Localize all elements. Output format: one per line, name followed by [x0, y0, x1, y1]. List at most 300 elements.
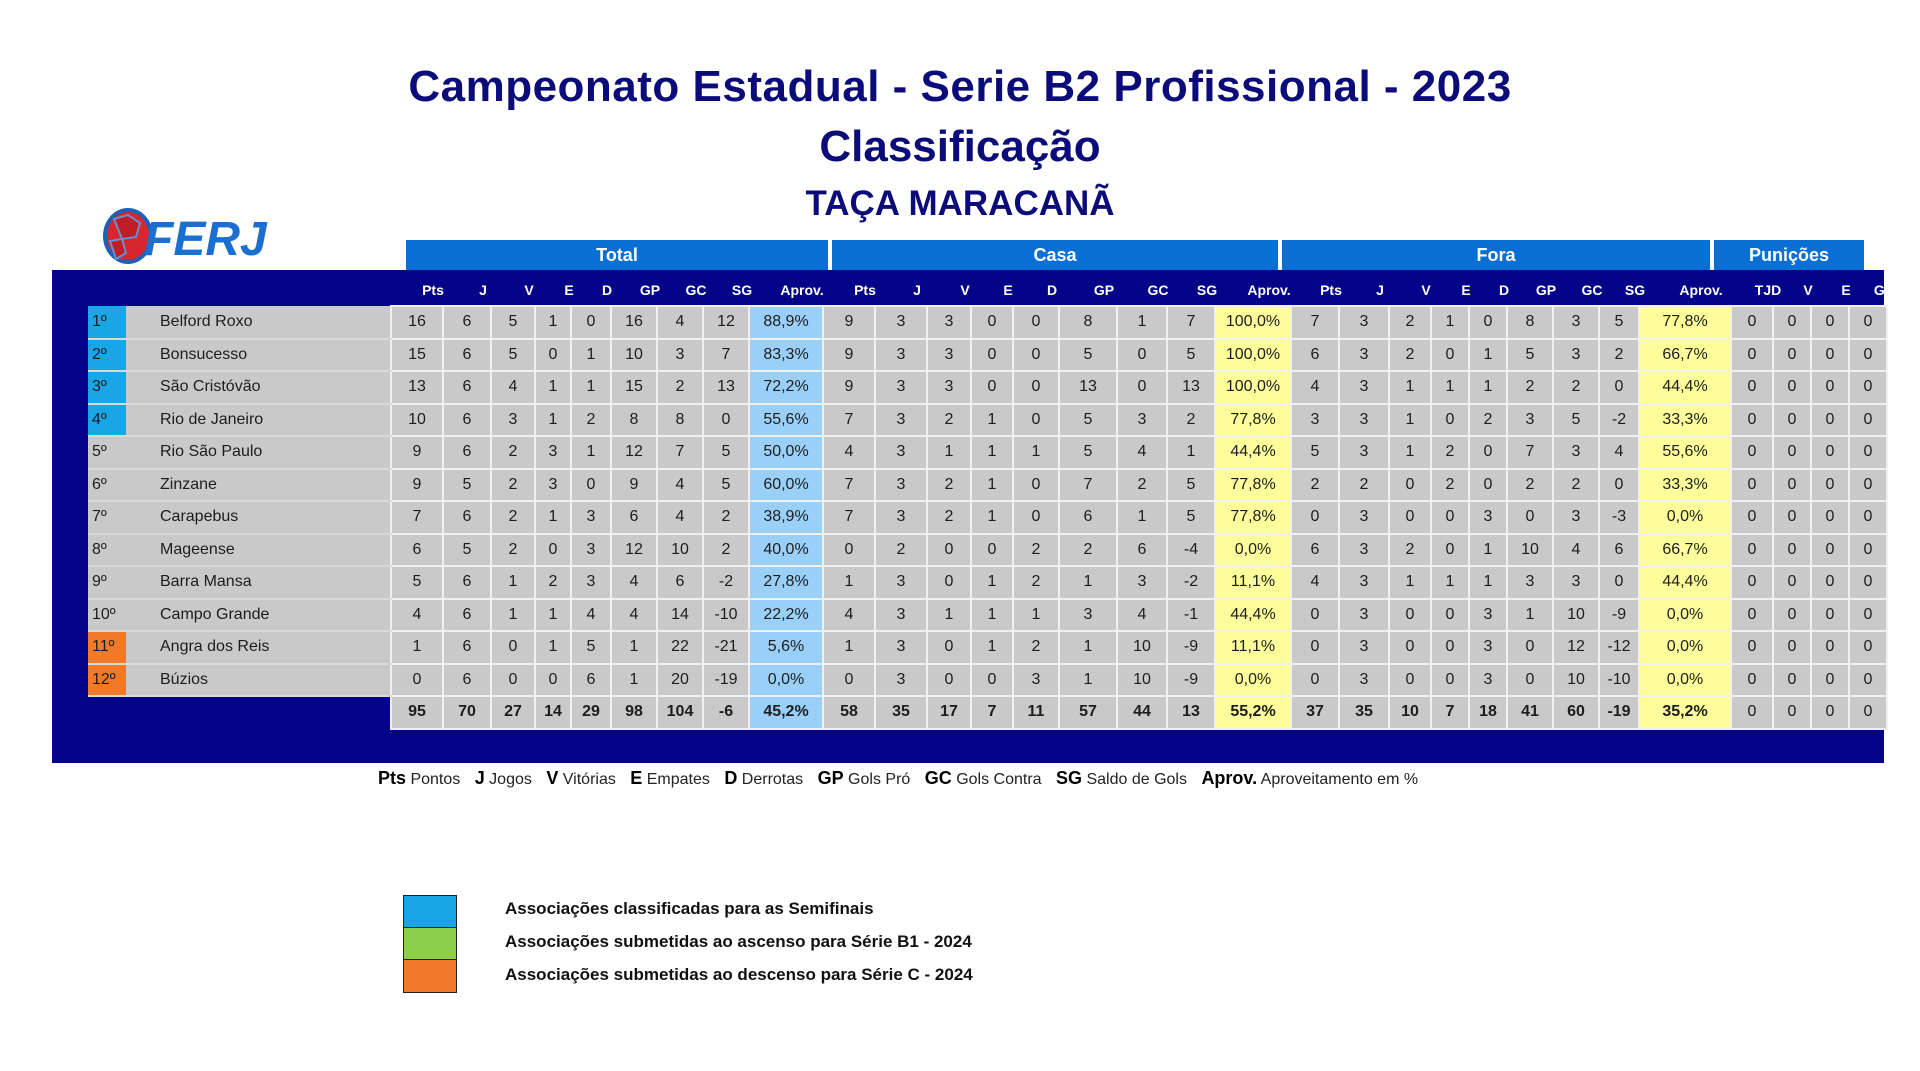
total-pts: 6: [391, 534, 443, 567]
total-gc: 4: [657, 469, 703, 502]
group-header-punicoes: Punições: [1714, 240, 1864, 270]
fora-d: 0: [1469, 436, 1507, 469]
casa-e: 1: [971, 469, 1013, 502]
total-d: 1: [571, 436, 611, 469]
fora-sg: 6: [1599, 534, 1639, 567]
abbr-key: E: [630, 768, 643, 788]
fora-gc: 3: [1553, 339, 1599, 372]
fora-j: 3: [1339, 599, 1389, 632]
casa-d: 2: [1013, 534, 1059, 567]
punicoes-col-gp: GP: [1873, 282, 1895, 298]
casa-sg: 13: [1167, 371, 1215, 404]
fora-pts: 4: [1291, 566, 1339, 599]
position: 4º: [88, 404, 126, 437]
fora-j: 3: [1339, 534, 1389, 567]
fora-gc: 3: [1553, 306, 1599, 339]
group-header-fora: Fora: [1282, 240, 1710, 270]
total-pts: 10: [391, 404, 443, 437]
fora-gc: 5: [1553, 404, 1599, 437]
fora-aprov: 44,4%: [1639, 371, 1731, 404]
fora-e: 0: [1431, 339, 1469, 372]
punicoes-col-e: E: [1841, 282, 1851, 298]
total-col-e: E: [564, 282, 574, 298]
punicoes-e: 0: [1811, 664, 1849, 697]
fora-aprov: 0,0%: [1639, 599, 1731, 632]
group-header-total: Total: [406, 240, 828, 270]
total-pts: 13: [391, 371, 443, 404]
casa-v: 3: [927, 306, 971, 339]
fora-col-sg: SG: [1624, 282, 1646, 298]
fora-v: 0: [1389, 599, 1431, 632]
totals-casa: 17: [927, 696, 971, 729]
fora-col-e: E: [1461, 282, 1471, 298]
fora-v: 2: [1389, 339, 1431, 372]
abbr-meaning: Vitórias: [558, 771, 621, 788]
casa-v: 0: [927, 566, 971, 599]
fora-gp: 1: [1507, 599, 1553, 632]
fora-sg: 0: [1599, 566, 1639, 599]
casa-aprov: 0,0%: [1215, 534, 1291, 567]
total-sg: -2: [703, 566, 749, 599]
total-pts: 5: [391, 566, 443, 599]
fora-d: 3: [1469, 599, 1507, 632]
casa-col-d: D: [1046, 282, 1058, 298]
casa-pts: 1: [823, 631, 875, 664]
total-v: 1: [491, 566, 535, 599]
punicoes-v: 0: [1773, 599, 1811, 632]
casa-v: 0: [927, 664, 971, 697]
casa-gp: 2: [1059, 534, 1117, 567]
fora-j: 3: [1339, 404, 1389, 437]
punicoes-v: 0: [1773, 339, 1811, 372]
total-gc: 20: [657, 664, 703, 697]
total-e: 2: [535, 566, 571, 599]
totals-fora: -19: [1599, 696, 1639, 729]
total-aprov: 55,6%: [749, 404, 823, 437]
total-j: 6: [443, 339, 491, 372]
total-gc: 2: [657, 371, 703, 404]
total-aprov: 50,0%: [749, 436, 823, 469]
abbr-key: GP: [817, 768, 844, 788]
fora-sg: -2: [1599, 404, 1639, 437]
punicoes-gp: 0: [1849, 339, 1887, 372]
total-v: 1: [491, 599, 535, 632]
team-name: Mageense: [126, 534, 391, 567]
total-e: 1: [535, 631, 571, 664]
fora-gc: 2: [1553, 469, 1599, 502]
total-e: 3: [535, 436, 571, 469]
casa-d: 2: [1013, 566, 1059, 599]
fora-d: 1: [1469, 339, 1507, 372]
total-v: 2: [491, 501, 535, 534]
casa-aprov: 0,0%: [1215, 664, 1291, 697]
total-d: 2: [571, 404, 611, 437]
casa-j: 3: [875, 469, 927, 502]
fora-v: 2: [1389, 534, 1431, 567]
total-sg: 0: [703, 404, 749, 437]
casa-sg: 2: [1167, 404, 1215, 437]
casa-gc: 3: [1117, 404, 1167, 437]
standings-table-wrap: [88, 305, 1888, 730]
fora-gc: 3: [1553, 436, 1599, 469]
position: 12º: [88, 664, 126, 697]
punicoes-gp: 0: [1849, 534, 1887, 567]
casa-gp: 5: [1059, 339, 1117, 372]
fora-j: 3: [1339, 664, 1389, 697]
casa-aprov: 77,8%: [1215, 469, 1291, 502]
fora-col-gc: GC: [1581, 282, 1603, 298]
total-j: 6: [443, 501, 491, 534]
totals-punicoes: 0: [1849, 696, 1887, 729]
casa-e: 1: [971, 501, 1013, 534]
casa-gc: 0: [1117, 371, 1167, 404]
page-title: Campeonato Estadual - Serie B2 Profissional - 2023: [408, 62, 1512, 111]
casa-j: 3: [875, 404, 927, 437]
casa-gp: 5: [1059, 436, 1117, 469]
casa-j: 3: [875, 566, 927, 599]
punicoes-tjd: 0: [1731, 469, 1773, 502]
fora-e: 0: [1431, 631, 1469, 664]
punicoes-col-tjd: TJD: [1754, 282, 1782, 298]
total-col-j: J: [479, 282, 487, 298]
casa-d: 1: [1013, 436, 1059, 469]
total-gc: 14: [657, 599, 703, 632]
punicoes-e: 0: [1811, 469, 1849, 502]
fora-aprov: 0,0%: [1639, 631, 1731, 664]
total-d: 5: [571, 631, 611, 664]
casa-col-aprov: Aprov.: [1247, 282, 1291, 298]
totals-total: 14: [535, 696, 571, 729]
fora-d: 1: [1469, 566, 1507, 599]
casa-gp: 5: [1059, 404, 1117, 437]
punicoes-gp: 0: [1849, 371, 1887, 404]
punicoes-gp: 0: [1849, 631, 1887, 664]
total-v: 0: [491, 664, 535, 697]
fora-gp: 7: [1507, 436, 1553, 469]
total-j: 6: [443, 404, 491, 437]
punicoes-gp: 0: [1849, 436, 1887, 469]
totals-total: -6: [703, 696, 749, 729]
position: 9º: [88, 566, 126, 599]
total-j: 6: [443, 599, 491, 632]
casa-aprov: 100,0%: [1215, 371, 1291, 404]
punicoes-tjd: 0: [1731, 566, 1773, 599]
casa-col-e: E: [1003, 282, 1013, 298]
fora-gp: 3: [1507, 404, 1553, 437]
total-pts: 16: [391, 306, 443, 339]
total-sg: -19: [703, 664, 749, 697]
fora-pts: 4: [1291, 371, 1339, 404]
casa-j: 2: [875, 534, 927, 567]
casa-d: 0: [1013, 501, 1059, 534]
abbr-meaning: Derrotas: [737, 771, 808, 788]
totals-casa: 44: [1117, 696, 1167, 729]
casa-j: 3: [875, 501, 927, 534]
total-e: 1: [535, 306, 571, 339]
fora-v: 0: [1389, 631, 1431, 664]
fora-d: 0: [1469, 469, 1507, 502]
team-name: Belford Roxo: [126, 306, 391, 339]
punicoes-tjd: 0: [1731, 339, 1773, 372]
total-pts: 9: [391, 469, 443, 502]
total-j: 6: [443, 566, 491, 599]
total-d: 4: [571, 599, 611, 632]
position: 3º: [88, 371, 126, 404]
casa-v: 1: [927, 436, 971, 469]
table-row: [88, 599, 1887, 632]
totals-fora: 35,2%: [1639, 696, 1731, 729]
fora-pts: 7: [1291, 306, 1339, 339]
total-gc: 7: [657, 436, 703, 469]
fora-aprov: 33,3%: [1639, 404, 1731, 437]
casa-sg: 5: [1167, 469, 1215, 502]
casa-col-pts: Pts: [854, 282, 876, 298]
total-aprov: 88,9%: [749, 306, 823, 339]
fora-sg: 4: [1599, 436, 1639, 469]
casa-aprov: 44,4%: [1215, 599, 1291, 632]
group-header-casa: Casa: [832, 240, 1278, 270]
casa-gc: 1: [1117, 501, 1167, 534]
casa-gp: 6: [1059, 501, 1117, 534]
abbr-meaning: Jogos: [484, 771, 537, 788]
fora-pts: 3: [1291, 404, 1339, 437]
totals-casa: 58: [823, 696, 875, 729]
position: 5º: [88, 436, 126, 469]
casa-v: 1: [927, 599, 971, 632]
fora-aprov: 0,0%: [1639, 664, 1731, 697]
abbr-key: J: [474, 768, 485, 788]
casa-sg: 5: [1167, 339, 1215, 372]
totals-blank: [88, 696, 391, 729]
fora-aprov: 66,7%: [1639, 339, 1731, 372]
abbr-key: SG: [1056, 768, 1083, 788]
punicoes-tjd: 0: [1731, 306, 1773, 339]
fora-j: 3: [1339, 306, 1389, 339]
total-j: 6: [443, 371, 491, 404]
fora-d: 3: [1469, 501, 1507, 534]
team-name: São Cristóvão: [126, 371, 391, 404]
total-v: 3: [491, 404, 535, 437]
fora-pts: 0: [1291, 501, 1339, 534]
total-col-d: D: [601, 282, 613, 298]
fora-v: 1: [1389, 436, 1431, 469]
fora-e: 1: [1431, 371, 1469, 404]
fora-j: 3: [1339, 566, 1389, 599]
casa-j: 3: [875, 599, 927, 632]
total-aprov: 40,0%: [749, 534, 823, 567]
team-name: Zinzane: [126, 469, 391, 502]
casa-j: 3: [875, 631, 927, 664]
casa-d: 2: [1013, 631, 1059, 664]
punicoes-v: 0: [1773, 371, 1811, 404]
table-row: [88, 469, 1887, 502]
total-v: 4: [491, 371, 535, 404]
team-name: Campo Grande: [126, 599, 391, 632]
casa-aprov: 44,4%: [1215, 436, 1291, 469]
abbr-meaning: Aproveitamento em %: [1257, 771, 1419, 788]
total-e: 1: [535, 599, 571, 632]
total-gc: 3: [657, 339, 703, 372]
casa-j: 3: [875, 339, 927, 372]
total-sg: -21: [703, 631, 749, 664]
totals-casa: 55,2%: [1215, 696, 1291, 729]
punicoes-e: 0: [1811, 566, 1849, 599]
casa-v: 0: [927, 631, 971, 664]
fora-d: 0: [1469, 306, 1507, 339]
casa-gc: 3: [1117, 566, 1167, 599]
position: 8º: [88, 534, 126, 567]
abbr-key: GC: [924, 768, 952, 788]
abbr-meaning: Empates: [642, 771, 715, 788]
fora-aprov: 77,8%: [1639, 306, 1731, 339]
fora-pts: 6: [1291, 534, 1339, 567]
abbr-meaning: Gols Contra: [951, 771, 1047, 788]
ferj-logo: [100, 205, 320, 267]
total-aprov: 0,0%: [749, 664, 823, 697]
total-d: 0: [571, 306, 611, 339]
total-pts: 15: [391, 339, 443, 372]
total-col-gp: GP: [639, 282, 661, 298]
punicoes-gp: 0: [1849, 566, 1887, 599]
total-sg: 2: [703, 534, 749, 567]
casa-d: 1: [1013, 599, 1059, 632]
total-aprov: 83,3%: [749, 339, 823, 372]
casa-gc: 0: [1117, 339, 1167, 372]
totals-fora: 35: [1339, 696, 1389, 729]
fora-gp: 3: [1507, 566, 1553, 599]
total-pts: 4: [391, 599, 443, 632]
fora-col-v: V: [1421, 282, 1431, 298]
totals-fora: 41: [1507, 696, 1553, 729]
casa-e: 0: [971, 664, 1013, 697]
ferj-ball-icon: [100, 205, 320, 267]
punicoes-tjd: 0: [1731, 436, 1773, 469]
total-aprov: 72,2%: [749, 371, 823, 404]
total-d: 6: [571, 664, 611, 697]
total-gp: 12: [611, 534, 657, 567]
fora-sg: -10: [1599, 664, 1639, 697]
casa-sg: -2: [1167, 566, 1215, 599]
casa-d: 0: [1013, 339, 1059, 372]
casa-pts: 9: [823, 306, 875, 339]
casa-col-gc: GC: [1147, 282, 1169, 298]
casa-pts: 7: [823, 469, 875, 502]
fora-e: 0: [1431, 664, 1469, 697]
table-row: [88, 306, 1887, 339]
table-row: [88, 371, 1887, 404]
total-pts: 7: [391, 501, 443, 534]
total-v: 2: [491, 469, 535, 502]
punicoes-gp: 0: [1849, 664, 1887, 697]
casa-j: 3: [875, 664, 927, 697]
punicoes-tjd: 0: [1731, 599, 1773, 632]
casa-pts: 4: [823, 436, 875, 469]
casa-gp: 13: [1059, 371, 1117, 404]
casa-sg: 5: [1167, 501, 1215, 534]
casa-e: 0: [971, 339, 1013, 372]
fora-v: 1: [1389, 371, 1431, 404]
casa-v: 0: [927, 534, 971, 567]
total-v: 0: [491, 631, 535, 664]
punicoes-v: 0: [1773, 501, 1811, 534]
fora-v: 0: [1389, 469, 1431, 502]
total-col-sg: SG: [731, 282, 753, 298]
total-j: 6: [443, 436, 491, 469]
casa-gc: 4: [1117, 436, 1167, 469]
casa-gp: 1: [1059, 566, 1117, 599]
punicoes-v: 0: [1773, 664, 1811, 697]
position: 2º: [88, 339, 126, 372]
punicoes-tjd: 0: [1731, 664, 1773, 697]
casa-gc: 10: [1117, 664, 1167, 697]
totals-punicoes: 0: [1773, 696, 1811, 729]
fora-pts: 5: [1291, 436, 1339, 469]
casa-gc: 6: [1117, 534, 1167, 567]
fora-gp: 2: [1507, 469, 1553, 502]
casa-sg: 1: [1167, 436, 1215, 469]
punicoes-tjd: 0: [1731, 631, 1773, 664]
casa-pts: 7: [823, 404, 875, 437]
punicoes-v: 0: [1773, 469, 1811, 502]
fora-j: 3: [1339, 631, 1389, 664]
total-j: 6: [443, 631, 491, 664]
total-sg: -10: [703, 599, 749, 632]
totals-casa: 35: [875, 696, 927, 729]
fora-gp: 8: [1507, 306, 1553, 339]
fora-d: 1: [1469, 534, 1507, 567]
casa-sg: -9: [1167, 631, 1215, 664]
casa-d: 0: [1013, 306, 1059, 339]
fora-col-pts: Pts: [1320, 282, 1342, 298]
fora-gp: 2: [1507, 371, 1553, 404]
totals-total: 98: [611, 696, 657, 729]
fora-gc: 3: [1553, 566, 1599, 599]
casa-e: 0: [971, 534, 1013, 567]
fora-gp: 0: [1507, 631, 1553, 664]
position: 10º: [88, 599, 126, 632]
fora-e: 1: [1431, 566, 1469, 599]
totals-punicoes: 0: [1811, 696, 1849, 729]
fora-sg: 5: [1599, 306, 1639, 339]
abbr-key: D: [724, 768, 738, 788]
totals-total: 104: [657, 696, 703, 729]
fora-gc: 4: [1553, 534, 1599, 567]
punicoes-e: 0: [1811, 534, 1849, 567]
casa-aprov: 100,0%: [1215, 306, 1291, 339]
fora-e: 2: [1431, 436, 1469, 469]
fora-sg: -12: [1599, 631, 1639, 664]
fora-e: 0: [1431, 404, 1469, 437]
punicoes-v: 0: [1773, 534, 1811, 567]
total-e: 1: [535, 371, 571, 404]
total-gp: 4: [611, 599, 657, 632]
fora-gc: 3: [1553, 501, 1599, 534]
total-e: 0: [535, 339, 571, 372]
fora-sg: 2: [1599, 339, 1639, 372]
casa-v: 2: [927, 404, 971, 437]
ferj-logo-text: FERJ: [144, 213, 267, 266]
casa-e: 1: [971, 631, 1013, 664]
abbr-meaning: Pontos: [406, 771, 465, 788]
totals-casa: 57: [1059, 696, 1117, 729]
fora-col-aprov: Aprov.: [1679, 282, 1723, 298]
casa-pts: 4: [823, 599, 875, 632]
fora-gp: 5: [1507, 339, 1553, 372]
fora-gc: 10: [1553, 599, 1599, 632]
total-d: 3: [571, 566, 611, 599]
fora-pts: 6: [1291, 339, 1339, 372]
table-row: [88, 339, 1887, 372]
